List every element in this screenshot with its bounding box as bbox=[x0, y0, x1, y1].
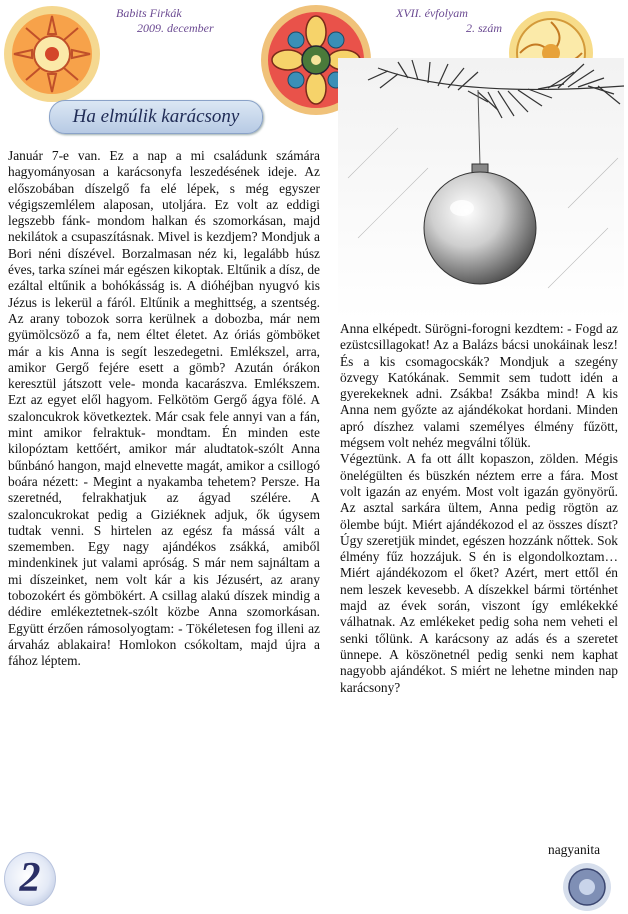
issue-date: 2009. december bbox=[137, 21, 214, 35]
volume-label: XVII. évfolyam bbox=[396, 6, 468, 20]
masthead-right bbox=[388, 6, 508, 36]
ornament-sun-icon bbox=[2, 4, 102, 104]
page-number: 2 bbox=[19, 855, 41, 901]
article-right-column bbox=[340, 321, 618, 696]
article-paragraph: Anna elképedt. Sürögni-forogni kezdtem: - Fogd az ezüstcsillagokat! Az a Balázs bácsi unokáinak lesz! És a kis csomagocskák? Mondjuk a szegény özvegy Katókának. Semmit sem tudott idén a gyerekeknek adni. Zsákba! Zsákba mind! A kis Anna nem győzte az ajándékokat hordani. Minden apró díszhez valami személyes élmény fűzött, mégsem volt nehéz megválni tőlük. bbox=[340, 321, 618, 451]
masthead-left bbox=[112, 6, 230, 36]
article-title-banner bbox=[49, 100, 263, 134]
article-paragraph: Végeztünk. A fa ott állt kopaszon, zölden. Mégis önelégülten és büszkén néztem erre a fára. Most volt igazán az enyém. Most volt igazán gyönyörű. Az asztal sarkára ültem, Anna pedig rögtön az ölembe bújt. Miért ajándékozod el az összes díszt? Úgy szeretjük mindet, egészen hozzánk nőttek. Sok élmény fűz hozzájuk. S én is elgondolkoztam… Miért ajándékozom el őket? Azért, mert ettől én nem leszek kevesebb. A díszekkel bármi történhet majd az évek során, viszont így emlékekké válhatnak. Az emlékeket pedig soha nem veheti el senki tőlünk. A karácsony az adás és a szeretet ünnepe. A köszönetnél pedig senki nem kaphat nagyobb ajándékot. S miért ne lehetne minden nap karácsony? bbox=[340, 451, 618, 695]
author-signature: nagyanita bbox=[548, 842, 601, 857]
publication-name: Babits Firkák bbox=[116, 6, 182, 20]
bauble-illustration-icon bbox=[338, 58, 624, 320]
ornament-circle-icon bbox=[562, 862, 612, 912]
article-left-column bbox=[8, 148, 320, 670]
article-paragraph: Január 7-e van. Ez a nap a mi családunk számára hagyományosan a karácsonyfa leszedésének ideje. Az előszobában díszelgő fa elé lépek, s még egyszer végigszemlélem alaposan, utoljára. Ez volt az eddigi legszebb fánk- mondom halkan és szomorkásan, majd nekilátok a csupaszításnak. Mivel is kezdjem? Mondjuk a Bori néni díszével. Borzalmasan néz ki, legalább húsz éves, tarka színei már egészen kikoptak. Eltűnik a dísz, de ezáltal eltűnik a bohókásság is. A dióhéjban nyugvó kis Jézus is lekerül a fáról. Eltűnik a meghittség, a szentség. Az arany tobozok sorra kerülnek a dobozba, már nem gyümölcsöző a fa, nem éltet életet. Az óriás gömböket már a kis Anna is segít leszedegetni. Emlékszel, arra, amikor Gergő fejére esett a gömb? Azután órákon keresztül játszott vele- monda kacarászva. Emlékszem. Ezt az egyet elől hagyom. Felkötöm Gergő ágya fölé. A szaloncukrok következtek. Már csak fele annyi van a fán, mint amikor felraktuk- mondtam. Én minden este kilopóztam kettőért, amikor már aludtatok-szólt Anna bűnbánó hangon, majd elnevette magát, amikor a csillogó boára nézett: - Megint a nyakamba tehetem? Persze. Ha szeretnéd, felrakhatjuk az ágyad szélére. A szaloncukrokat pedig a Giziéknek adjuk, ők úgysem tudtak venni. S hirtelen az egész fa mássá vált a szememben. Egy nagy ajándékos zsákká, amiből mindenkinek jut valami apróság. S már nem sajnáltam a mi díszeinket, nem volt kár a kis Jézusért, az arany tobozokért és gömbökért. A csillag alakú díszek mindig a dédire emlékeztetnek-szólt közbe Anna szomorkásan. Együtt érzően rámosolyogtam: - Tökéletesen fog illeni az árvaház ablakaira! Homlokon csókoltam, majd újra a fához léptem. bbox=[8, 148, 320, 669]
page-number-badge bbox=[4, 852, 56, 906]
article-title: Ha elmúlik karácsony bbox=[72, 106, 240, 127]
issue-number: 2. szám bbox=[466, 21, 503, 35]
